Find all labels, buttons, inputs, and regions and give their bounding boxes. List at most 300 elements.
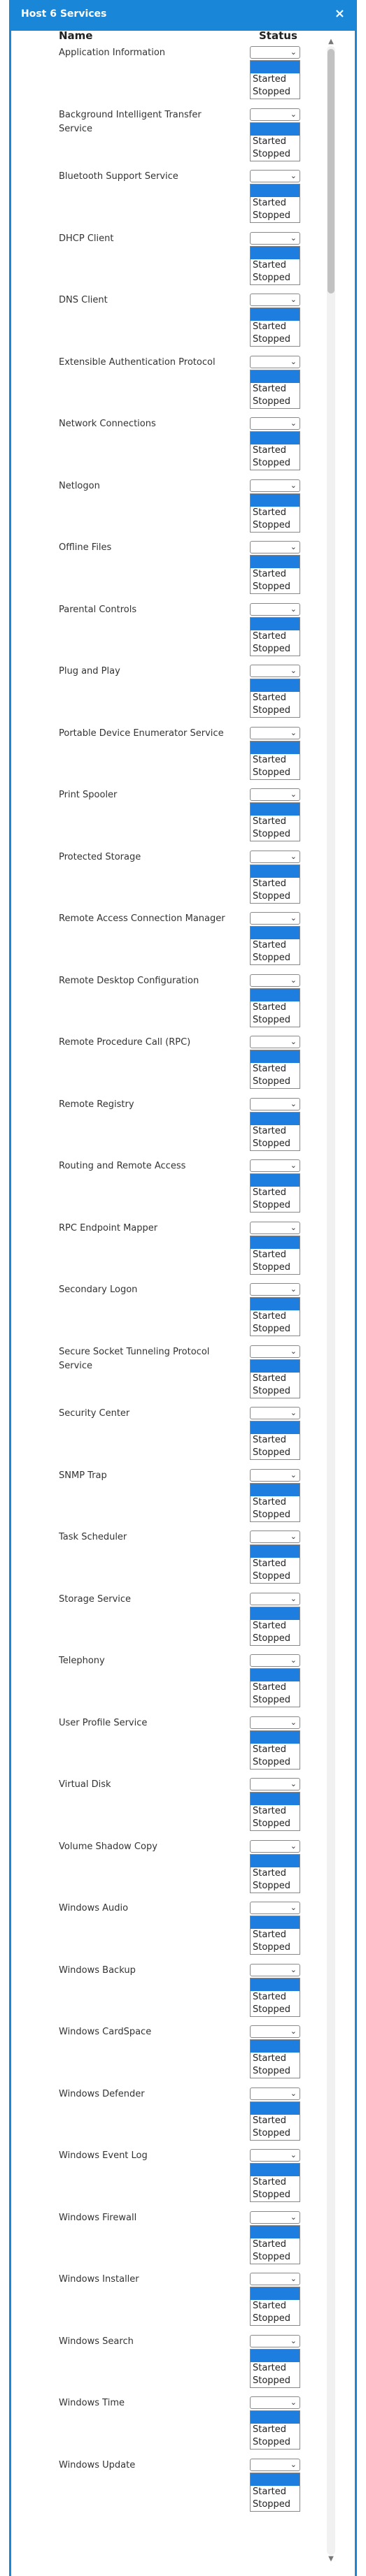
- status-option-stopped[interactable]: Stopped: [253, 1200, 291, 1210]
- status-option-stopped[interactable]: Stopped: [253, 458, 291, 468]
- vertical-scrollbar[interactable]: [327, 38, 335, 2563]
- status-dropdown[interactable]: [250, 2211, 300, 2224]
- status-option-blank[interactable]: [251, 2226, 300, 2238]
- status-option-started[interactable]: Started: [253, 1001, 287, 1013]
- status-option-stopped[interactable]: Stopped: [253, 210, 291, 221]
- service-name: Volume Shadow Copy: [59, 1841, 157, 1852]
- chevron-down-icon: ⌄: [290, 1346, 297, 1356]
- service-name: Offline Files: [59, 542, 112, 553]
- chevron-down-icon: ⌄: [290, 542, 297, 551]
- status-control: [250, 788, 302, 841]
- chevron-down-icon: ⌄: [290, 666, 297, 675]
- status-option-started[interactable]: Started: [253, 2301, 287, 2311]
- service-row: [11, 541, 319, 602]
- status-dropdown[interactable]: [250, 665, 300, 677]
- status-option-started[interactable]: Started: [253, 321, 287, 332]
- chevron-down-icon: ⌄: [290, 2336, 297, 2345]
- status-control: [250, 2087, 302, 2141]
- status-dropdown[interactable]: [250, 603, 300, 616]
- service-name: Remote Desktop Configuration: [59, 975, 199, 986]
- status-control: [250, 1098, 302, 1151]
- status-option-stopped[interactable]: Stopped: [253, 1509, 291, 1520]
- status-dropdown[interactable]: [250, 2149, 300, 2162]
- status-options-list: [250, 246, 300, 285]
- status-option-stopped[interactable]: Stopped: [253, 1818, 291, 1829]
- status-options-list: [250, 864, 300, 904]
- status-options-list: [250, 1359, 300, 1398]
- status-option-blank[interactable]: [251, 2350, 300, 2362]
- chevron-down-icon: ⌄: [290, 1841, 297, 1851]
- status-option-stopped[interactable]: Stopped: [253, 272, 291, 283]
- status-options-list: [250, 1792, 300, 1831]
- scrollbar-thumb[interactable]: [328, 49, 335, 294]
- status-dropdown[interactable]: [250, 1593, 300, 1605]
- status-dropdown[interactable]: [250, 1469, 300, 1482]
- status-option-blank[interactable]: [251, 927, 300, 939]
- status-option-blank[interactable]: [251, 1855, 300, 1867]
- service-row: [11, 1407, 319, 1468]
- status-dropdown[interactable]: [250, 1840, 300, 1853]
- status-dropdown[interactable]: [250, 2335, 300, 2347]
- service-row: [11, 2211, 319, 2273]
- service-row: [11, 1902, 319, 1963]
- status-option-blank[interactable]: [251, 494, 300, 507]
- status-option-blank[interactable]: [251, 803, 300, 816]
- status-option-started[interactable]: Started: [253, 1125, 287, 1136]
- status-option-stopped[interactable]: Stopped: [253, 2313, 291, 2324]
- status-option-blank[interactable]: [251, 1607, 300, 1620]
- status-control: [250, 1840, 302, 1893]
- status-dropdown[interactable]: [250, 479, 300, 492]
- status-dropdown[interactable]: [250, 2459, 300, 2471]
- status-options-list: [250, 988, 300, 1027]
- status-column-header: Status: [259, 29, 297, 42]
- status-option-blank[interactable]: [251, 556, 300, 568]
- status-option-blank[interactable]: [251, 123, 300, 136]
- status-option-started[interactable]: Started: [253, 1991, 287, 2002]
- status-option-stopped[interactable]: Stopped: [253, 2498, 291, 2510]
- chevron-down-icon: ⌄: [290, 1037, 297, 1046]
- status-option-stopped[interactable]: Stopped: [253, 1138, 291, 1149]
- status-dropdown[interactable]: [250, 1407, 300, 1419]
- service-row: [11, 356, 319, 417]
- service-name: Network Connections: [59, 419, 156, 429]
- status-option-stopped[interactable]: Stopped: [253, 334, 291, 345]
- status-dropdown[interactable]: [250, 1345, 300, 1358]
- status-options-list: [250, 1112, 300, 1151]
- status-dropdown[interactable]: [250, 2025, 300, 2038]
- status-option-blank[interactable]: [251, 618, 300, 630]
- status-control: [250, 1345, 302, 1398]
- status-option-stopped[interactable]: Stopped: [253, 519, 291, 530]
- services-dialog: [9, 0, 357, 2576]
- status-option-started[interactable]: Started: [253, 136, 287, 147]
- service-name: Netlogon: [59, 480, 100, 491]
- status-option-stopped[interactable]: Stopped: [253, 2066, 291, 2076]
- status-control: [250, 1902, 302, 1955]
- chevron-down-icon: ⌄: [290, 851, 297, 861]
- status-option-blank[interactable]: [251, 2102, 300, 2115]
- status-options-list: [250, 2101, 300, 2141]
- chevron-down-icon: ⌄: [290, 171, 297, 180]
- status-dropdown[interactable]: [250, 1716, 300, 1729]
- status-option-stopped[interactable]: Stopped: [253, 1756, 291, 1767]
- status-dropdown[interactable]: [250, 1964, 300, 1976]
- service-row: [11, 1283, 319, 1345]
- status-dropdown[interactable]: [250, 170, 300, 182]
- status-option-blank[interactable]: [251, 61, 300, 73]
- service-row: [11, 788, 319, 850]
- status-option-started[interactable]: Started: [253, 2115, 287, 2126]
- service-name: Windows Audio: [59, 1903, 129, 1913]
- status-control: [250, 2025, 302, 2078]
- status-option-blank[interactable]: [251, 1174, 300, 1187]
- service-row: [11, 1654, 319, 1716]
- service-row: [11, 46, 319, 108]
- status-options-list: [250, 1978, 300, 2017]
- status-dropdown[interactable]: [250, 1159, 300, 1172]
- status-options-list: [250, 1297, 300, 1336]
- service-name: Windows CardSpace: [59, 2027, 152, 2037]
- status-control: [250, 1531, 302, 1584]
- status-dropdown[interactable]: [250, 851, 300, 863]
- status-option-blank[interactable]: [251, 1793, 300, 1805]
- status-option-started[interactable]: Started: [253, 1682, 287, 1693]
- status-option-stopped[interactable]: Stopped: [253, 396, 291, 407]
- status-option-stopped[interactable]: Stopped: [253, 2127, 291, 2139]
- service-row: [11, 1964, 319, 2025]
- status-option-blank[interactable]: [251, 1731, 300, 1744]
- status-option-blank[interactable]: [251, 1298, 300, 1310]
- status-option-started[interactable]: Started: [253, 74, 287, 85]
- status-option-blank[interactable]: [251, 1484, 300, 1496]
- chevron-down-icon: ⌄: [290, 1222, 297, 1232]
- status-dropdown[interactable]: [250, 1778, 300, 1790]
- status-dropdown[interactable]: [250, 417, 300, 430]
- status-option-blank[interactable]: [251, 247, 300, 259]
- chevron-down-icon: ⌄: [290, 295, 297, 304]
- status-option-blank[interactable]: [251, 2164, 300, 2176]
- service-name: Remote Registry: [59, 1099, 134, 1110]
- chevron-down-icon: ⌄: [290, 1717, 297, 1727]
- status-control: [250, 603, 302, 656]
- status-option-stopped[interactable]: Stopped: [253, 581, 291, 592]
- service-name: Windows Defender: [59, 2088, 145, 2099]
- chevron-down-icon: ⌄: [290, 1656, 297, 1665]
- status-option-stopped[interactable]: Stopped: [253, 1324, 291, 1334]
- status-option-stopped[interactable]: Stopped: [253, 1014, 291, 1025]
- status-option-blank[interactable]: [251, 865, 300, 878]
- status-control: [250, 665, 302, 718]
- status-option-started[interactable]: Started: [253, 693, 287, 703]
- close-icon[interactable]: ×: [334, 6, 345, 21]
- status-option-started[interactable]: Started: [253, 1867, 287, 1879]
- service-name: SNMP Trap: [59, 1470, 107, 1481]
- status-option-stopped[interactable]: Stopped: [253, 1261, 291, 1273]
- status-dropdown[interactable]: [250, 46, 300, 59]
- service-name: Windows Update: [59, 2459, 136, 2470]
- status-option-blank[interactable]: [251, 2287, 300, 2300]
- status-option-stopped[interactable]: Stopped: [253, 2004, 291, 2015]
- chevron-down-icon: ⌄: [290, 790, 297, 799]
- status-control: [250, 1778, 302, 1831]
- status-control: [250, 541, 302, 594]
- status-dropdown[interactable]: [250, 1098, 300, 1110]
- service-name: Windows Installer: [59, 2274, 139, 2285]
- status-dropdown[interactable]: [250, 1283, 300, 1296]
- status-option-blank[interactable]: [251, 184, 300, 197]
- status-option-stopped[interactable]: Stopped: [253, 1447, 291, 1458]
- service-row: [11, 603, 319, 665]
- status-control: [250, 1593, 302, 1646]
- status-control: [250, 974, 302, 1027]
- status-options-list: [250, 741, 300, 780]
- status-option-started[interactable]: Started: [253, 383, 287, 394]
- status-option-blank[interactable]: [251, 1669, 300, 1681]
- service-row: [11, 479, 319, 541]
- status-dropdown[interactable]: [250, 1222, 300, 1234]
- status-option-started[interactable]: Started: [253, 2177, 287, 2187]
- status-dropdown[interactable]: [250, 108, 300, 121]
- status-option-started[interactable]: Started: [253, 2486, 287, 2497]
- service-row: [11, 665, 319, 726]
- service-name: Bluetooth Support Service: [59, 171, 178, 182]
- status-option-stopped[interactable]: Stopped: [253, 148, 291, 159]
- status-option-blank[interactable]: [251, 1916, 300, 1929]
- status-options-list: [250, 184, 300, 223]
- service-row: [11, 1778, 319, 1839]
- status-options-list: [250, 60, 300, 99]
- service-name: Application Information: [59, 48, 166, 58]
- status-option-blank[interactable]: [251, 432, 300, 444]
- service-row: [11, 2396, 319, 2458]
- chevron-down-icon: ⌄: [290, 2212, 297, 2222]
- status-option-stopped[interactable]: Stopped: [253, 1880, 291, 1891]
- scroll-down-icon[interactable]: ▼: [328, 2555, 334, 2563]
- status-options-list: [250, 1730, 300, 1770]
- status-options-list: [250, 122, 300, 161]
- status-option-blank[interactable]: [251, 308, 300, 321]
- status-option-blank[interactable]: [251, 1113, 300, 1125]
- chevron-down-icon: ⌄: [290, 975, 297, 985]
- status-control: [250, 1159, 302, 1213]
- status-control: [250, 417, 302, 470]
- chevron-down-icon: ⌄: [290, 2459, 297, 2469]
- status-option-started[interactable]: Started: [253, 1620, 287, 1631]
- status-control: [250, 294, 302, 347]
- service-row: [11, 1840, 319, 1902]
- status-option-stopped[interactable]: Stopped: [253, 1385, 291, 1396]
- status-option-stopped[interactable]: Stopped: [253, 829, 291, 839]
- status-option-stopped[interactable]: Stopped: [253, 1633, 291, 1644]
- service-name: Virtual Disk: [59, 1779, 111, 1790]
- status-control: [250, 1407, 302, 1460]
- status-dropdown[interactable]: [250, 294, 300, 306]
- status-option-stopped[interactable]: Stopped: [253, 890, 291, 902]
- service-name: Routing and Remote Access: [59, 1161, 186, 1171]
- name-column-header: Name: [59, 29, 93, 42]
- status-option-started[interactable]: Started: [253, 630, 287, 642]
- status-option-started[interactable]: Started: [253, 2238, 287, 2250]
- service-row: [11, 2459, 319, 2520]
- status-option-started[interactable]: Started: [253, 940, 287, 950]
- status-control: [250, 356, 302, 409]
- status-option-started[interactable]: Started: [253, 1435, 287, 1445]
- service-name: Security Center: [59, 1408, 130, 1419]
- service-row: [11, 108, 319, 170]
- status-control: [250, 2335, 302, 2388]
- status-option-blank[interactable]: [251, 1545, 300, 1558]
- dialog-title: Host 6 Services: [21, 8, 107, 20]
- status-option-blank[interactable]: [251, 741, 300, 754]
- service-row: [11, 1222, 319, 1283]
- service-row: [11, 1098, 319, 1159]
- service-row: [11, 2335, 319, 2396]
- status-option-blank[interactable]: [251, 1050, 300, 1063]
- status-dropdown[interactable]: [250, 1531, 300, 1543]
- status-control: [250, 1716, 302, 1770]
- status-option-stopped[interactable]: Stopped: [253, 1695, 291, 1705]
- status-option-started[interactable]: Started: [253, 445, 287, 456]
- status-option-stopped[interactable]: Stopped: [253, 2437, 291, 2447]
- chevron-down-icon: ⌄: [290, 1099, 297, 1108]
- service-name: Secondary Logon: [59, 1285, 138, 1295]
- status-option-stopped[interactable]: Stopped: [253, 767, 291, 778]
- status-option-blank[interactable]: [251, 1360, 300, 1373]
- status-dropdown[interactable]: [250, 2273, 300, 2285]
- chevron-down-icon: ⌄: [290, 604, 297, 614]
- status-dropdown[interactable]: [250, 232, 300, 245]
- status-options-list: [250, 2163, 300, 2202]
- status-option-stopped[interactable]: Stopped: [253, 87, 291, 97]
- status-option-blank[interactable]: [251, 2040, 300, 2053]
- chevron-down-icon: ⌄: [290, 2150, 297, 2159]
- status-options-list: [250, 2287, 300, 2326]
- status-option-started[interactable]: Started: [253, 569, 287, 579]
- status-option-blank[interactable]: [251, 679, 300, 692]
- status-option-started[interactable]: Started: [253, 1311, 287, 1322]
- status-option-blank[interactable]: [251, 370, 300, 383]
- status-dropdown[interactable]: [250, 1654, 300, 1667]
- status-option-started[interactable]: Started: [253, 259, 287, 270]
- status-control: [250, 1469, 302, 1522]
- chevron-down-icon: ⌄: [290, 1532, 297, 1541]
- service-name: Windows Event Log: [59, 2150, 148, 2161]
- status-options-list: [250, 1607, 300, 1646]
- status-control: [250, 2149, 302, 2202]
- service-name: Protected Storage: [59, 851, 141, 862]
- status-option-started[interactable]: Started: [253, 1496, 287, 1507]
- service-name: Parental Controls: [59, 604, 137, 615]
- service-name: Task Scheduler: [59, 1532, 127, 1542]
- status-control: [250, 479, 302, 533]
- status-option-stopped[interactable]: Stopped: [253, 643, 291, 654]
- status-dropdown[interactable]: [250, 974, 300, 987]
- status-option-stopped[interactable]: Stopped: [253, 1076, 291, 1087]
- status-options-list: [250, 1916, 300, 1955]
- status-option-blank[interactable]: [251, 2473, 300, 2486]
- service-name: Portable Device Enumerator Service: [59, 728, 224, 739]
- status-option-started[interactable]: Started: [253, 2362, 287, 2373]
- chevron-down-icon: ⌄: [290, 419, 297, 428]
- status-option-stopped[interactable]: Stopped: [253, 2375, 291, 2386]
- status-option-started[interactable]: Started: [253, 1249, 287, 1260]
- scroll-up-icon[interactable]: ▲: [328, 38, 334, 45]
- chevron-down-icon: ⌄: [290, 356, 297, 366]
- chevron-down-icon: ⌄: [290, 1285, 297, 1294]
- chevron-down-icon: ⌄: [290, 48, 297, 57]
- status-option-started[interactable]: Started: [253, 1558, 287, 1569]
- status-option-stopped[interactable]: Stopped: [253, 1571, 291, 1582]
- status-option-started[interactable]: Started: [253, 2053, 287, 2064]
- status-option-started[interactable]: Started: [253, 198, 287, 208]
- status-dropdown[interactable]: [250, 2396, 300, 2409]
- service-name: Extensible Authentication Protocol: [59, 356, 216, 368]
- service-name: Windows Search: [59, 2336, 134, 2347]
- status-options-list: [250, 1668, 300, 1707]
- status-option-started[interactable]: Started: [253, 507, 287, 518]
- status-dropdown[interactable]: [250, 1036, 300, 1048]
- status-dropdown[interactable]: [250, 727, 300, 739]
- status-control: [250, 46, 302, 99]
- status-dropdown[interactable]: [250, 1902, 300, 1914]
- status-options-list: [250, 431, 300, 470]
- status-options-list: [250, 2473, 300, 2512]
- status-dropdown[interactable]: [250, 788, 300, 801]
- status-option-blank[interactable]: [251, 989, 300, 1001]
- status-option-stopped[interactable]: Stopped: [253, 953, 291, 963]
- chevron-down-icon: ⌄: [290, 2088, 297, 2098]
- status-option-blank[interactable]: [251, 1421, 300, 1434]
- status-option-blank[interactable]: [251, 1236, 300, 1249]
- status-dropdown[interactable]: [250, 2087, 300, 2100]
- status-options-list: [250, 307, 300, 347]
- status-control: [250, 232, 302, 285]
- status-option-blank[interactable]: [251, 2411, 300, 2424]
- status-option-started[interactable]: Started: [253, 754, 287, 765]
- status-options-list: [250, 2410, 300, 2450]
- status-option-started[interactable]: Started: [253, 1930, 287, 1940]
- status-option-started[interactable]: Started: [253, 878, 287, 889]
- status-option-stopped[interactable]: Stopped: [253, 1942, 291, 1953]
- status-dropdown[interactable]: [250, 541, 300, 553]
- status-option-stopped[interactable]: Stopped: [253, 2251, 291, 2262]
- status-option-started[interactable]: Started: [253, 2424, 287, 2435]
- status-control: [250, 1036, 302, 1089]
- status-option-started[interactable]: Started: [253, 1187, 287, 1198]
- status-dropdown[interactable]: [250, 912, 300, 925]
- status-option-started[interactable]: Started: [253, 1806, 287, 1816]
- status-option-started[interactable]: Started: [253, 816, 287, 827]
- service-name: Windows Backup: [59, 1964, 136, 1976]
- service-row: [11, 1531, 319, 1592]
- status-option-started[interactable]: Started: [253, 1744, 287, 1755]
- status-option-stopped[interactable]: Stopped: [253, 705, 291, 716]
- status-dropdown[interactable]: [250, 356, 300, 368]
- status-control: [250, 2396, 302, 2450]
- service-name: Secure Socket Tunneling Protocol Service: [59, 1346, 210, 1371]
- status-option-stopped[interactable]: Stopped: [253, 2190, 291, 2200]
- service-name: Telephony: [59, 1656, 105, 1666]
- status-option-started[interactable]: Started: [253, 1373, 287, 1384]
- status-option-blank[interactable]: [251, 1978, 300, 1991]
- status-control: [250, 912, 302, 965]
- status-option-started[interactable]: Started: [253, 1064, 287, 1074]
- status-control: [250, 2459, 302, 2512]
- service-name: Remote Procedure Call (RPC): [59, 1037, 191, 1048]
- chevron-down-icon: ⌄: [290, 1903, 297, 1912]
- status-control: [250, 1222, 302, 1275]
